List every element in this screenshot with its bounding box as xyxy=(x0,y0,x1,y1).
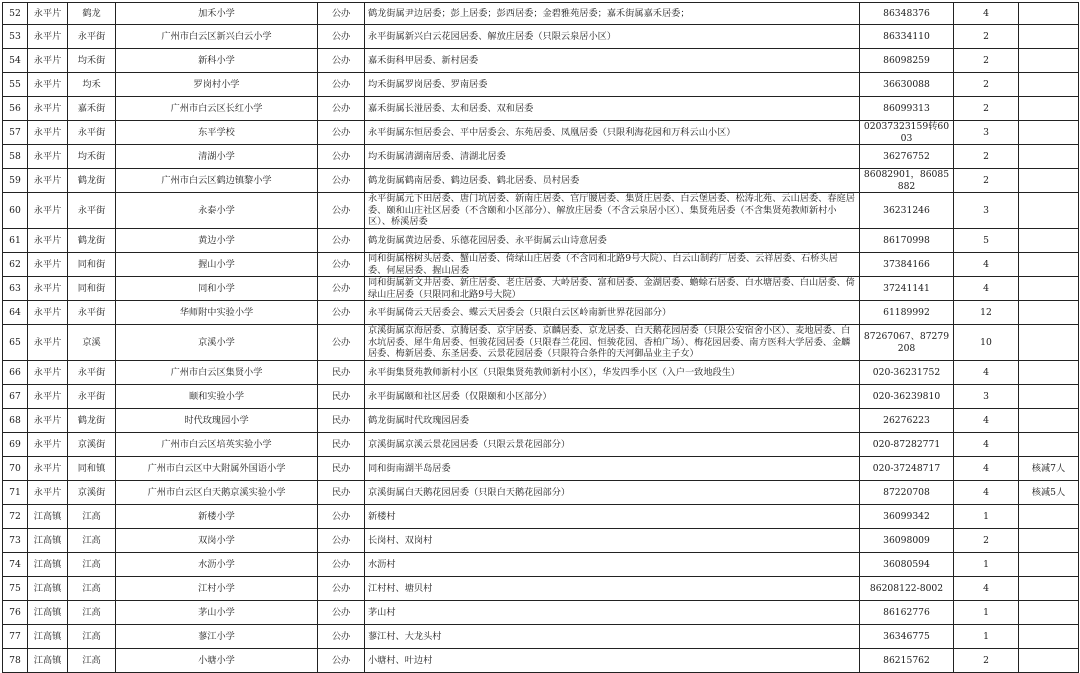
school-name-cell: 广州市白云区中大附属外国语小学 xyxy=(116,457,318,481)
school-name-cell: 广州市白云区白天鹅京溪实验小学 xyxy=(116,481,318,505)
phone-cell: 36276752 xyxy=(860,145,954,169)
street-cell: 江高 xyxy=(68,649,116,673)
table-row xyxy=(3,25,1079,49)
school-name-cell: 江村小学 xyxy=(116,577,318,601)
street-cell: 鹤龙街 xyxy=(68,229,116,253)
school-type-cell: 民办 xyxy=(318,361,365,385)
class-count-cell: 4 xyxy=(954,3,1019,25)
school-type-cell: 公办 xyxy=(318,73,365,97)
school-type-cell: 公办 xyxy=(318,529,365,553)
street-cell: 同和街 xyxy=(68,277,116,301)
enrollment-area-cell: 同和街属新文井居委、新庄居委、老庄居委、大岭居委、富和居委、金湖居委、蟾蜍石居委、白水塘居委、白山居委、倚绿山庄居委（只限同和北路9号大院） xyxy=(365,277,860,301)
table-row xyxy=(3,301,1079,325)
school-type-cell: 民办 xyxy=(318,457,365,481)
class-count-cell: 5 xyxy=(954,229,1019,253)
note-cell xyxy=(1019,253,1079,277)
school-name-cell: 握山小学 xyxy=(116,253,318,277)
phone-cell: 36080594 xyxy=(860,553,954,577)
district-cell: 永平片 xyxy=(28,145,68,169)
street-cell: 永平街 xyxy=(68,121,116,145)
note-cell xyxy=(1019,145,1079,169)
school-name-cell: 时代玫瑰园小学 xyxy=(116,409,318,433)
school-type-cell: 公办 xyxy=(318,25,365,49)
row-number-cell: 69 xyxy=(3,433,28,457)
district-cell: 永平片 xyxy=(28,49,68,73)
note-cell xyxy=(1019,577,1079,601)
enrollment-area-cell: 永平街集贤苑教师新村小区（只限集贤苑教师新村小区），华发四季小区（入户一致地段生） xyxy=(365,361,860,385)
school-type-cell: 公办 xyxy=(318,253,365,277)
street-cell: 永平街 xyxy=(68,361,116,385)
school-type-cell: 公办 xyxy=(318,145,365,169)
table-row xyxy=(3,169,1079,193)
table-row xyxy=(3,73,1079,97)
row-number-cell: 72 xyxy=(3,505,28,529)
phone-cell: 86098259 xyxy=(860,49,954,73)
phone-cell: 86348376 xyxy=(860,3,954,25)
street-cell: 鹤龙 xyxy=(68,3,116,25)
table-row xyxy=(3,649,1079,673)
row-number-cell: 55 xyxy=(3,73,28,97)
enrollment-area-cell: 长岗村、双岗村 xyxy=(365,529,860,553)
school-name-cell: 广州市白云区鹤边镇黎小学 xyxy=(116,169,318,193)
district-cell: 江高镇 xyxy=(28,625,68,649)
district-cell: 永平片 xyxy=(28,3,68,25)
class-count-cell: 1 xyxy=(954,601,1019,625)
enrollment-area-cell: 京溪街属京溪云景花园居委（只限云景花园部分） xyxy=(365,433,860,457)
class-count-cell: 2 xyxy=(954,529,1019,553)
school-type-cell: 公办 xyxy=(318,577,365,601)
street-cell: 同和街 xyxy=(68,253,116,277)
table-row xyxy=(3,325,1079,361)
note-cell xyxy=(1019,529,1079,553)
school-name-cell: 东平学校 xyxy=(116,121,318,145)
district-cell: 江高镇 xyxy=(28,649,68,673)
school-name-cell: 广州市白云区新兴白云小学 xyxy=(116,25,318,49)
school-name-cell: 广州市白云区长红小学 xyxy=(116,97,318,121)
school-type-cell: 公办 xyxy=(318,277,365,301)
school-type-cell: 民办 xyxy=(318,433,365,457)
row-number-cell: 52 xyxy=(3,3,28,25)
class-count-cell: 4 xyxy=(954,433,1019,457)
phone-cell: 020-36231752 xyxy=(860,361,954,385)
row-number-cell: 64 xyxy=(3,301,28,325)
row-number-cell: 73 xyxy=(3,529,28,553)
note-cell xyxy=(1019,3,1079,25)
note-cell xyxy=(1019,385,1079,409)
phone-cell: 86082901，86085882 xyxy=(860,169,954,193)
table-row xyxy=(3,409,1079,433)
note-cell xyxy=(1019,505,1079,529)
school-name-cell: 黄边小学 xyxy=(116,229,318,253)
class-count-cell: 12 xyxy=(954,301,1019,325)
phone-cell: 36098009 xyxy=(860,529,954,553)
row-number-cell: 70 xyxy=(3,457,28,481)
street-cell: 京溪街 xyxy=(68,481,116,505)
school-name-cell: 加禾小学 xyxy=(116,3,318,25)
school-name-cell: 双岗小学 xyxy=(116,529,318,553)
note-cell xyxy=(1019,97,1079,121)
street-cell: 嘉禾街 xyxy=(68,97,116,121)
district-cell: 永平片 xyxy=(28,25,68,49)
school-name-cell: 同和小学 xyxy=(116,277,318,301)
class-count-cell: 1 xyxy=(954,553,1019,577)
district-cell: 江高镇 xyxy=(28,529,68,553)
row-number-cell: 68 xyxy=(3,409,28,433)
table-row xyxy=(3,361,1079,385)
row-number-cell: 71 xyxy=(3,481,28,505)
school-type-cell: 民办 xyxy=(318,481,365,505)
note-cell xyxy=(1019,49,1079,73)
class-count-cell: 1 xyxy=(954,625,1019,649)
district-cell: 永平片 xyxy=(28,361,68,385)
note-cell xyxy=(1019,625,1079,649)
note-cell xyxy=(1019,73,1079,97)
school-type-cell: 公办 xyxy=(318,301,365,325)
enrollment-area-cell: 鹤龙街属尹边居委；彭上居委；彭西居委；金碧雅苑居委；嘉禾街属嘉禾居委； xyxy=(365,3,860,25)
row-number-cell: 60 xyxy=(3,193,28,229)
district-cell: 永平片 xyxy=(28,385,68,409)
row-number-cell: 62 xyxy=(3,253,28,277)
enrollment-area-cell: 嘉禾街科甲居委、新村居委 xyxy=(365,49,860,73)
table-row xyxy=(3,229,1079,253)
class-count-cell: 10 xyxy=(954,325,1019,361)
note-cell xyxy=(1019,649,1079,673)
district-cell: 永平片 xyxy=(28,253,68,277)
school-type-cell: 公办 xyxy=(318,625,365,649)
street-cell: 京溪街 xyxy=(68,433,116,457)
note-cell xyxy=(1019,25,1079,49)
street-cell: 均禾街 xyxy=(68,49,116,73)
school-name-cell: 京溪小学 xyxy=(116,325,318,361)
table-row xyxy=(3,121,1079,145)
table-row xyxy=(3,505,1079,529)
table-row xyxy=(3,601,1079,625)
street-cell: 江高 xyxy=(68,553,116,577)
enrollment-area-cell: 均禾街属清湖南居委、清湖北居委 xyxy=(365,145,860,169)
table-row xyxy=(3,529,1079,553)
phone-cell: 26276223 xyxy=(860,409,954,433)
school-name-cell: 罗岗村小学 xyxy=(116,73,318,97)
class-count-cell: 2 xyxy=(954,169,1019,193)
school-name-cell: 水沥小学 xyxy=(116,553,318,577)
enrollment-area-cell: 江村村、塘贝村 xyxy=(365,577,860,601)
phone-cell: 86170998 xyxy=(860,229,954,253)
school-name-cell: 广州市白云区集贤小学 xyxy=(116,361,318,385)
phone-cell: 36099342 xyxy=(860,505,954,529)
enrollment-area-cell: 永平街属倚云天居委会、蝶云天居委会（只限白云区岭南新世界花园部分） xyxy=(365,301,860,325)
row-number-cell: 61 xyxy=(3,229,28,253)
enrollment-area-cell: 水沥村 xyxy=(365,553,860,577)
enrollment-area-cell: 京溪街属京海居委、京腾居委、京宇居委、京麟居委、京龙居委、白天鹅花园居委（只限公安宿舍小区）、麦地居委、白水坑居委、犀牛角居委、恒骏花园居委（只限春兰花园、恒骏花园、香柏广场）、梅花园居委、南方医科大学居委、金麟居委、梅新居委、东圣居委、云景花园居委（只限符合条件的天河御品业主子女） xyxy=(365,325,860,361)
note-cell xyxy=(1019,229,1079,253)
class-count-cell: 4 xyxy=(954,253,1019,277)
row-number-cell: 63 xyxy=(3,277,28,301)
district-cell: 永平片 xyxy=(28,325,68,361)
note-cell: 核减7人 xyxy=(1019,457,1079,481)
class-count-cell: 4 xyxy=(954,361,1019,385)
table-row xyxy=(3,577,1079,601)
district-cell: 永平片 xyxy=(28,73,68,97)
class-count-cell: 4 xyxy=(954,481,1019,505)
school-zoning-table xyxy=(2,2,1079,673)
note-cell xyxy=(1019,361,1079,385)
table-row xyxy=(3,481,1079,505)
class-count-cell: 2 xyxy=(954,25,1019,49)
school-name-cell: 蓼江小学 xyxy=(116,625,318,649)
row-number-cell: 53 xyxy=(3,25,28,49)
school-name-cell: 广州市白云区培英实验小学 xyxy=(116,433,318,457)
table-row xyxy=(3,49,1079,73)
row-number-cell: 67 xyxy=(3,385,28,409)
phone-cell: 36630088 xyxy=(860,73,954,97)
enrollment-area-cell: 鹤龙街属黄边居委、乐德花园居委、永平街属云山诗意居委 xyxy=(365,229,860,253)
row-number-cell: 76 xyxy=(3,601,28,625)
school-name-cell: 颐和实验小学 xyxy=(116,385,318,409)
table-row xyxy=(3,193,1079,229)
class-count-cell: 3 xyxy=(954,121,1019,145)
class-count-cell: 4 xyxy=(954,277,1019,301)
street-cell: 永平街 xyxy=(68,193,116,229)
table-row xyxy=(3,457,1079,481)
school-type-cell: 公办 xyxy=(318,325,365,361)
district-cell: 永平片 xyxy=(28,97,68,121)
row-number-cell: 65 xyxy=(3,325,28,361)
row-number-cell: 74 xyxy=(3,553,28,577)
school-type-cell: 公办 xyxy=(318,49,365,73)
school-type-cell: 公办 xyxy=(318,649,365,673)
class-count-cell: 4 xyxy=(954,457,1019,481)
district-cell: 永平片 xyxy=(28,169,68,193)
note-cell xyxy=(1019,433,1079,457)
street-cell: 永平街 xyxy=(68,301,116,325)
enrollment-area-cell: 永平街属新兴白云花园居委、解放庄居委（只限云泉居小区） xyxy=(365,25,860,49)
street-cell: 江高 xyxy=(68,529,116,553)
school-type-cell: 公办 xyxy=(318,229,365,253)
school-type-cell: 公办 xyxy=(318,505,365,529)
row-number-cell: 75 xyxy=(3,577,28,601)
class-count-cell: 2 xyxy=(954,145,1019,169)
street-cell: 江高 xyxy=(68,577,116,601)
table-row xyxy=(3,277,1079,301)
enrollment-area-cell: 同和街南湖半岛居委 xyxy=(365,457,860,481)
note-cell xyxy=(1019,193,1079,229)
enrollment-area-cell: 鹤龙街属时代玫瑰园居委 xyxy=(365,409,860,433)
enrollment-area-cell: 鹤龙街属鹤南居委、鹤边居委、鹤北居委、员村居委 xyxy=(365,169,860,193)
table-row xyxy=(3,385,1079,409)
class-count-cell: 3 xyxy=(954,193,1019,229)
street-cell: 同和镇 xyxy=(68,457,116,481)
note-cell: 核减5人 xyxy=(1019,481,1079,505)
street-cell: 永平街 xyxy=(68,385,116,409)
row-number-cell: 59 xyxy=(3,169,28,193)
street-cell: 江高 xyxy=(68,625,116,649)
district-cell: 江高镇 xyxy=(28,553,68,577)
phone-cell: 87267067、87279208 xyxy=(860,325,954,361)
note-cell xyxy=(1019,277,1079,301)
class-count-cell: 3 xyxy=(954,385,1019,409)
school-type-cell: 公办 xyxy=(318,193,365,229)
enrollment-area-cell: 茅山村 xyxy=(365,601,860,625)
table-row xyxy=(3,625,1079,649)
street-cell: 鹤龙街 xyxy=(68,169,116,193)
enrollment-area-cell: 永平街属颐和社区居委（仅限颐和小区部分） xyxy=(365,385,860,409)
phone-cell: 02037323159转6003 xyxy=(860,121,954,145)
phone-cell: 86099313 xyxy=(860,97,954,121)
note-cell xyxy=(1019,169,1079,193)
district-cell: 江高镇 xyxy=(28,601,68,625)
school-type-cell: 公办 xyxy=(318,3,365,25)
row-number-cell: 78 xyxy=(3,649,28,673)
enrollment-area-cell: 均禾街属罗岗居委、罗南居委 xyxy=(365,73,860,97)
enrollment-area-cell: 蓼江村、大龙头村 xyxy=(365,625,860,649)
school-type-cell: 公办 xyxy=(318,553,365,577)
street-cell: 永平街 xyxy=(68,25,116,49)
row-number-cell: 57 xyxy=(3,121,28,145)
district-cell: 永平片 xyxy=(28,433,68,457)
school-name-cell: 新楼小学 xyxy=(116,505,318,529)
district-cell: 永平片 xyxy=(28,409,68,433)
row-number-cell: 58 xyxy=(3,145,28,169)
phone-cell: 36231246 xyxy=(860,193,954,229)
note-cell xyxy=(1019,301,1079,325)
school-type-cell: 民办 xyxy=(318,409,365,433)
row-number-cell: 77 xyxy=(3,625,28,649)
street-cell: 江高 xyxy=(68,505,116,529)
phone-cell: 86162776 xyxy=(860,601,954,625)
phone-cell: 020-36239810 xyxy=(860,385,954,409)
school-name-cell: 茅山小学 xyxy=(116,601,318,625)
district-cell: 永平片 xyxy=(28,277,68,301)
note-cell xyxy=(1019,553,1079,577)
district-cell: 江高镇 xyxy=(28,577,68,601)
street-cell: 鹤龙街 xyxy=(68,409,116,433)
school-type-cell: 公办 xyxy=(318,121,365,145)
enrollment-area-cell: 永平街属东恒居委会、平中居委会、东苑居委、凤凰居委（只限利海花园和万科云山小区） xyxy=(365,121,860,145)
street-cell: 江高 xyxy=(68,601,116,625)
school-name-cell: 永泰小学 xyxy=(116,193,318,229)
street-cell: 均禾街 xyxy=(68,145,116,169)
district-cell: 永平片 xyxy=(28,457,68,481)
note-cell xyxy=(1019,409,1079,433)
note-cell xyxy=(1019,601,1079,625)
table-row xyxy=(3,553,1079,577)
phone-cell: 020-87282771 xyxy=(860,433,954,457)
school-name-cell: 小塘小学 xyxy=(116,649,318,673)
row-number-cell: 56 xyxy=(3,97,28,121)
table-row xyxy=(3,253,1079,277)
enrollment-area-cell: 嘉禾街属长湴居委、太和居委、双和居委 xyxy=(365,97,860,121)
class-count-cell: 2 xyxy=(954,49,1019,73)
school-type-cell: 公办 xyxy=(318,97,365,121)
district-cell: 江高镇 xyxy=(28,505,68,529)
row-number-cell: 54 xyxy=(3,49,28,73)
street-cell: 京溪 xyxy=(68,325,116,361)
table-body xyxy=(3,3,1079,673)
phone-cell: 86334110 xyxy=(860,25,954,49)
school-type-cell: 公办 xyxy=(318,169,365,193)
school-name-cell: 华师附中实验小学 xyxy=(116,301,318,325)
phone-cell: 37384166 xyxy=(860,253,954,277)
district-cell: 永平片 xyxy=(28,481,68,505)
table-row xyxy=(3,97,1079,121)
school-type-cell: 民办 xyxy=(318,385,365,409)
phone-cell: 86208122-8002 xyxy=(860,577,954,601)
phone-cell: 61189992 xyxy=(860,301,954,325)
row-number-cell: 66 xyxy=(3,361,28,385)
class-count-cell: 2 xyxy=(954,649,1019,673)
school-name-cell: 新科小学 xyxy=(116,49,318,73)
table-row xyxy=(3,433,1079,457)
enrollment-area-cell: 永平街属元下田居委、唐门坑居委、新南庄居委、官厅腰居委、集贤庄居委、白云堡居委、松涛北苑、云山居委、春庭居委、颐和山庄社区居委（不含颐和小区部分）、解放庄居委（不含云泉居小区）、集贤苑居委（不含集贤苑教师新村小区）、桥溪居委 xyxy=(365,193,860,229)
class-count-cell: 4 xyxy=(954,409,1019,433)
class-count-cell: 2 xyxy=(954,97,1019,121)
enrollment-area-cell: 京溪街属白天鹅花园居委（只限白天鹅花园部分） xyxy=(365,481,860,505)
district-cell: 永平片 xyxy=(28,121,68,145)
phone-cell: 36346775 xyxy=(860,625,954,649)
phone-cell: 86215762 xyxy=(860,649,954,673)
note-cell xyxy=(1019,121,1079,145)
table-row xyxy=(3,3,1079,25)
street-cell: 均禾 xyxy=(68,73,116,97)
phone-cell: 87220708 xyxy=(860,481,954,505)
district-cell: 永平片 xyxy=(28,193,68,229)
enrollment-area-cell: 同和街属榕树头居委、蟹山居委、倚绿山庄居委（不含同和北路9号大院）、白云山制药厂居委、云祥居委、石桥头居委、何屋居委、握山居委 xyxy=(365,253,860,277)
note-cell xyxy=(1019,325,1079,361)
school-name-cell: 清湖小学 xyxy=(116,145,318,169)
class-count-cell: 1 xyxy=(954,505,1019,529)
school-type-cell: 公办 xyxy=(318,601,365,625)
district-cell: 永平片 xyxy=(28,229,68,253)
enrollment-area-cell: 新楼村 xyxy=(365,505,860,529)
phone-cell: 020-37248717 xyxy=(860,457,954,481)
class-count-cell: 4 xyxy=(954,577,1019,601)
phone-cell: 37241141 xyxy=(860,277,954,301)
class-count-cell: 2 xyxy=(954,73,1019,97)
district-cell: 永平片 xyxy=(28,301,68,325)
table-row xyxy=(3,145,1079,169)
enrollment-area-cell: 小塘村、叶边村 xyxy=(365,649,860,673)
